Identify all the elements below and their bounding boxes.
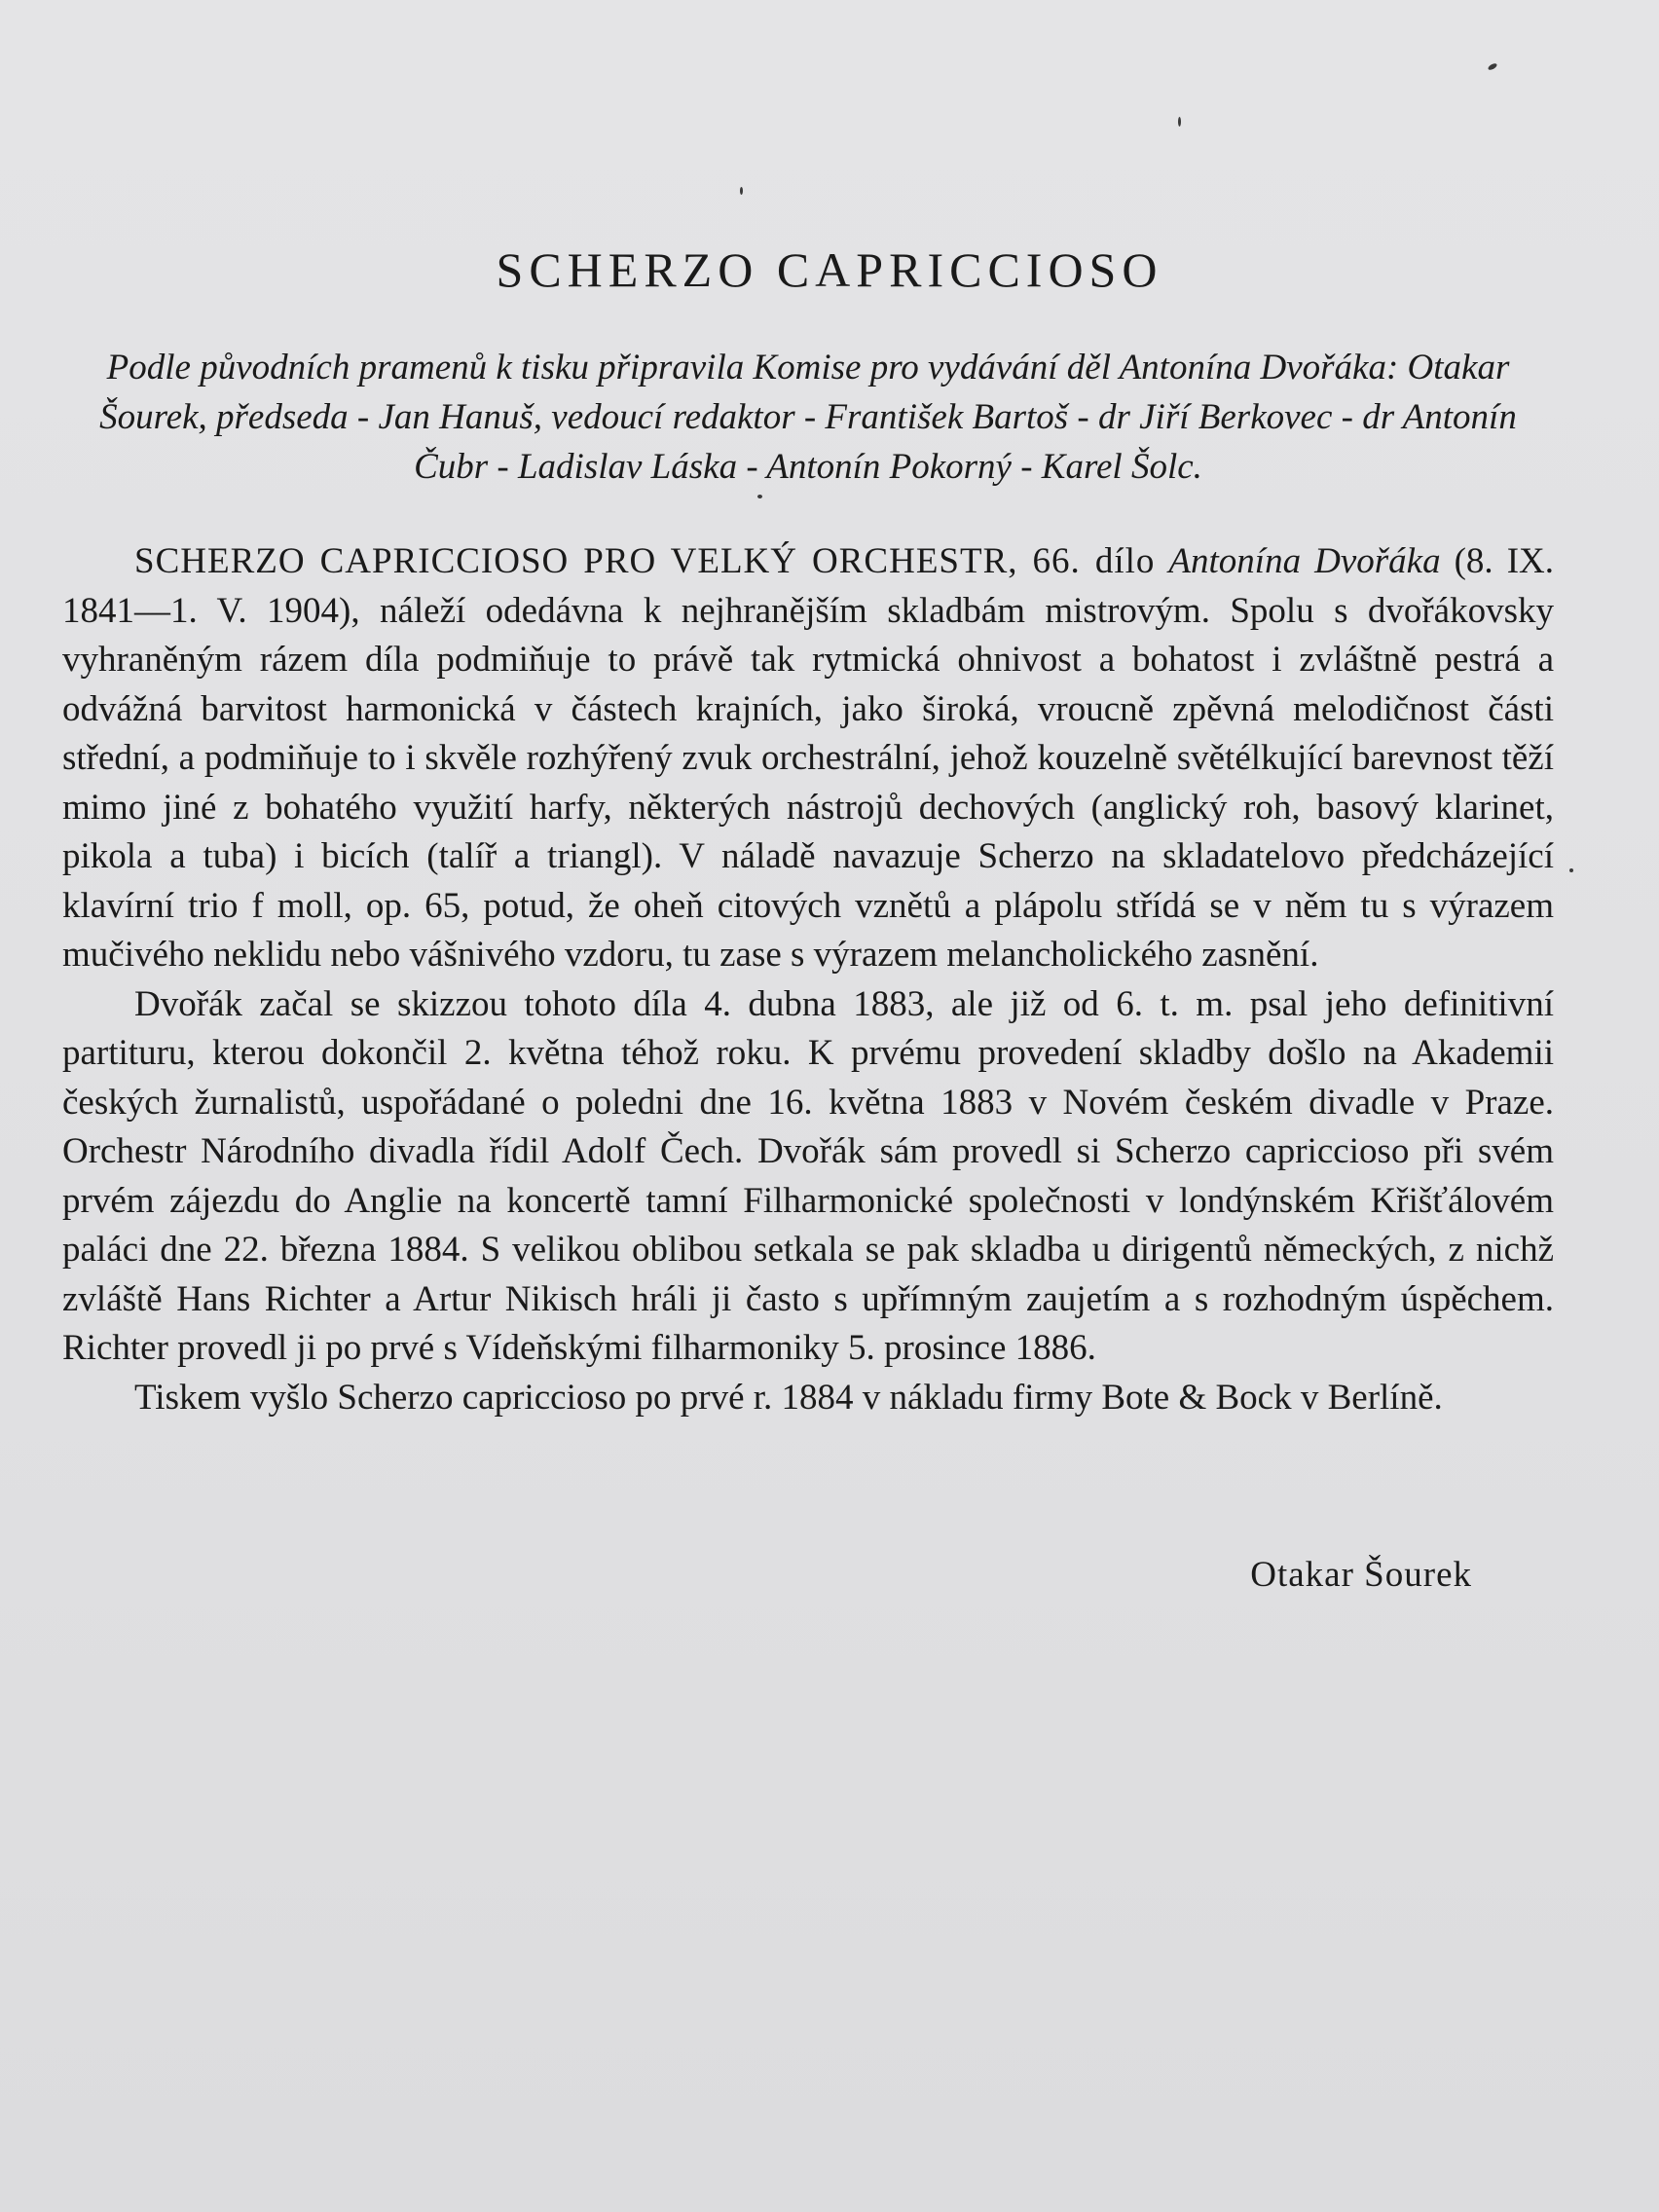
paragraph-1-text: (8. IX. 1841—1. V. 1904), náleží odedávna k nejhranějším skladbám mistrovým. Spolu s dvořákovsky vyhraněným rázem díla podmiňuje to právě tak rytmická ohnivost a bohatost i zvláštně pestrá a odvážná barvitost harmonická v částech krajních, jako široká, vroucně zpěvná melodičnost části střední, a podmiňuje to i skvěle rozhýřený zvuk orchestrální, jehož kouzelně světélkující barevnost těží mimo jiné z bohatého využití harfy, některých nástrojů dechových (anglický roh, basový klarinet, pikola a tuba) i bicích (talíř a triangl). V náladě navazuje Scherzo na skladatelovo předcházející klavírní trio f moll, op. 65, potud, že oheň citových vznětů a plápolu střídá se v něm tu s výrazem mučivého neklidu nebo vášnivého vzdoru, tu zase s výrazem melancholického zasnění. [62,541,1554,975]
paper-speck [1487,62,1497,71]
paper-speck [1178,117,1181,127]
paper-speck [757,495,762,498]
author-signature: Otakar Šourek [1250,1555,1472,1595]
page-title: SCHERZO CAPRICCIOSO [496,242,1163,297]
paper-speck [1569,868,1573,872]
paper-speck [740,187,743,195]
paragraph-1-lead: SCHERZO CAPRICCIOSO PRO VELKÝ ORCHESTR, 66. dílo [134,541,1156,581]
body-text [62,537,1554,1422]
composer-name: Antonína Dvořáka [1168,541,1441,581]
editorial-credits: Podle původních pramenů k tisku připravila Komise pro vydávání děl Antonína Dvořáka: Otakar Šourek, předseda - Jan Hanuš, vedoucí redaktor - František Bartoš - dr Jiří Berkovec - dr Antonín Čubr - Ladislav Láska - Antonín Pokorný - Karel Šolc. [99,348,1517,487]
paragraph-3: Tiskem vyšlo Scherzo capriccioso po prvé r. 1884 v nákladu firmy Bote & Bock v Berlíně. [134,1377,1443,1418]
paragraph-1 [62,537,1554,980]
paragraph-2: Dvořák začal se skizzou tohoto díla 4. dubna 1883, ale již od 6. t. m. psal jeho definitivní partituru, kterou dokončil 2. května téhož roku. K prvému provedení skladby došlo na Akademii českých žurnalistů, uspořádané o poledni dne 16. května 1883 v Novém českém divadle v Praze. Orchestr Národního divadla řídil Adolf Čech. Dvořák sám provedl si Scherzo capriccioso při svém prvém zájezdu do Anglie na koncertě tamní Filharmonické společnosti v londýnském Křišťálovém paláci dne 22. března 1884. S velikou oblibou setkala se pak skladba u dirigentů německých, z nichž zvláště Hans Richter a Artur Nikisch hráli ji často s upřímným zaujetím a s rozhodným úspěchem. Richter provedl ji po prvé s Vídeňskými filharmoniky 5. prosince 1886. [62,983,1554,1368]
